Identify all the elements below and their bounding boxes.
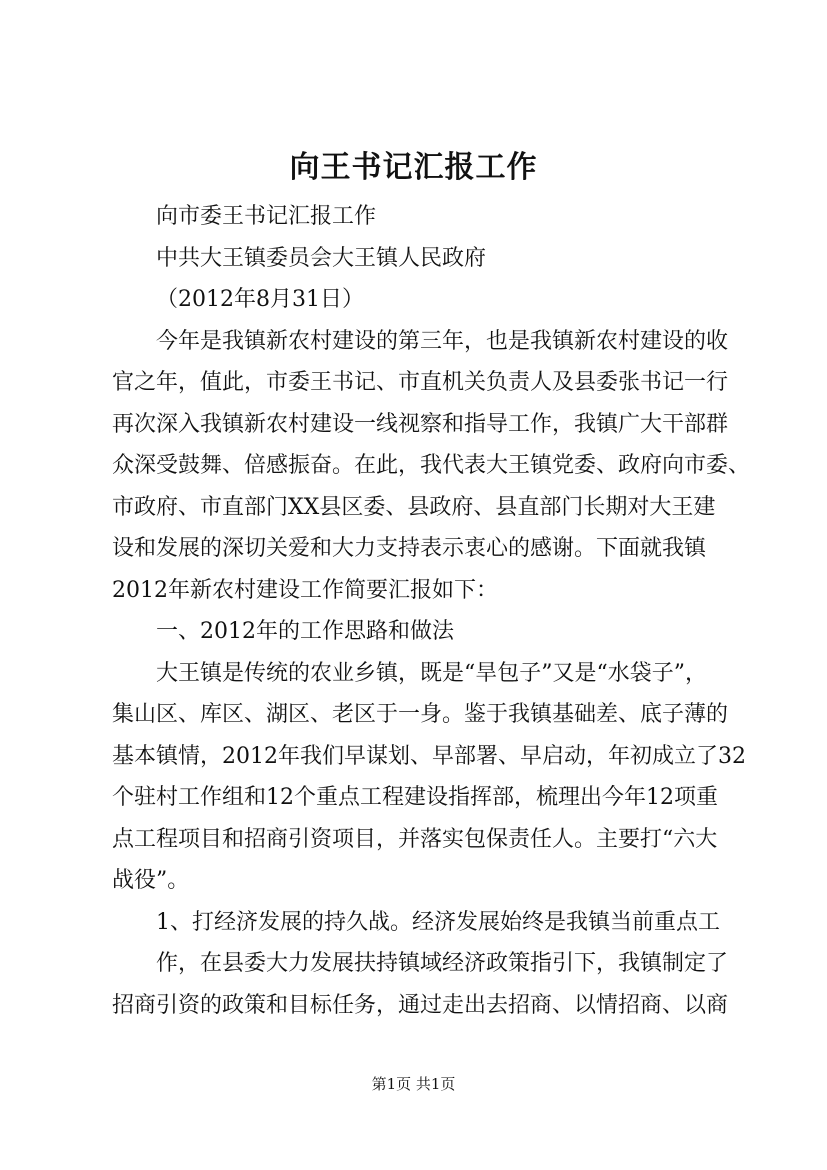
body-line: （2012年8月31日） [156,287,364,312]
body-line: 2012年新农村建设工作简要汇报如下： [112,577,498,603]
body-line: 个驻村工作组和12个重点工程建设指挥部，梳理出今年12项重 [112,785,718,810]
body-line: 众深受鼓舞、倍感振奋。在此，我代表大王镇党委、政府向市委、 [112,453,751,478]
body-line: 再次深入我镇新农村建设一线视察和指导工作，我镇广大干部群 [112,411,729,437]
body-line: 集山区、库区、湖区、老区于一身。鉴于我镇基础差、底子薄的 [112,702,729,727]
body-line: 作，在县委大力发展扶持镇域经济政策指引下，我镇制定了 [156,951,729,976]
body-line: 战役”。 [112,868,190,893]
body-line: 官之年，值此，市委王书记、市直机关负责人及县委张书记一行 [112,370,729,395]
section-heading: 一、2012年的工作思路和做法 [156,619,454,644]
body-line: 中共大王镇委员会大王镇人民政府 [156,245,487,271]
body-line: 1、打经济发展的持久战。经济发展始终是我镇当前重点工 [156,909,720,935]
document-title: 向王书记汇报工作 [289,150,538,185]
body-line: 市政府、市直部门XX县区委、县政府、县直部门长期对大王建 [112,494,716,520]
body-line: 点工程项目和招商引资项目，并落实包保责任人。主要打“六大 [112,826,718,852]
document-body [112,196,751,1026]
page-footer: 第1页 共1页 [371,1075,456,1093]
body-line: 设和发展的深切关爱和大力支持表示衷心的感谢。下面就我镇 [112,536,707,561]
body-line: 今年是我镇新农村建设的第三年，也是我镇新农村建设的收 [156,328,729,354]
body-line: 向市委王书记汇报工作 [156,204,377,229]
body-line: 招商引资的政策和目标任务，通过走出去招商、以情招商、以商 [112,992,729,1018]
body-line: 基本镇情，2012年我们早谋划、早部署、早启动，年初成立了32 [112,743,746,769]
body-line: 大王镇是传统的农业乡镇，既是“旱包子”又是“水袋子”， [156,660,707,686]
